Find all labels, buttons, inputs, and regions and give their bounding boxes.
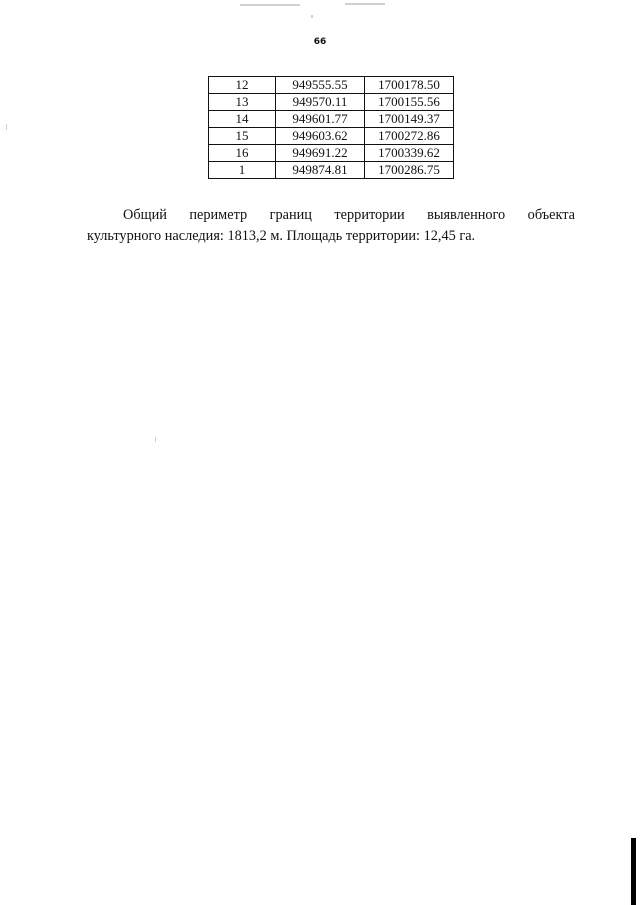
x-coordinate-cell: 949874.81	[276, 162, 365, 179]
x-coordinate-cell: 949691.22	[276, 145, 365, 162]
coordinates-table	[208, 76, 454, 179]
y-coordinate-cell: 1700149.37	[365, 111, 454, 128]
point-number-cell: 15	[209, 128, 276, 145]
point-number-cell: 16	[209, 145, 276, 162]
point-number-cell: 1	[209, 162, 276, 179]
point-number-cell: 12	[209, 77, 276, 94]
scan-artifact	[240, 4, 300, 6]
x-coordinate-cell: 949555.55	[276, 77, 365, 94]
table-row	[209, 128, 454, 145]
table-row	[209, 94, 454, 111]
table-row	[209, 77, 454, 94]
point-number-cell: 14	[209, 111, 276, 128]
scan-artifact	[311, 15, 313, 18]
summary-line-1: Общий периметр границ территории выявленного объекта	[123, 207, 575, 223]
table-row	[209, 111, 454, 128]
point-number-cell: 13	[209, 94, 276, 111]
y-coordinate-cell: 1700155.56	[365, 94, 454, 111]
x-coordinate-cell: 949601.77	[276, 111, 365, 128]
y-coordinate-cell: 1700339.62	[365, 145, 454, 162]
scan-artifact	[6, 124, 7, 130]
binding-edge-mark	[631, 838, 636, 905]
summary-line-2: культурного наследия: 1813,2 м. Площадь территории: 12,45 га.	[87, 228, 476, 244]
summary-paragraph	[87, 205, 575, 247]
table-row	[209, 145, 454, 162]
y-coordinate-cell: 1700178.50	[365, 77, 454, 94]
scan-artifact	[345, 3, 385, 5]
x-coordinate-cell: 949570.11	[276, 94, 365, 111]
page-number: 66	[313, 37, 327, 47]
table-row	[209, 162, 454, 179]
y-coordinate-cell: 1700272.86	[365, 128, 454, 145]
x-coordinate-cell: 949603.62	[276, 128, 365, 145]
scan-artifact	[155, 437, 156, 442]
y-coordinate-cell: 1700286.75	[365, 162, 454, 179]
